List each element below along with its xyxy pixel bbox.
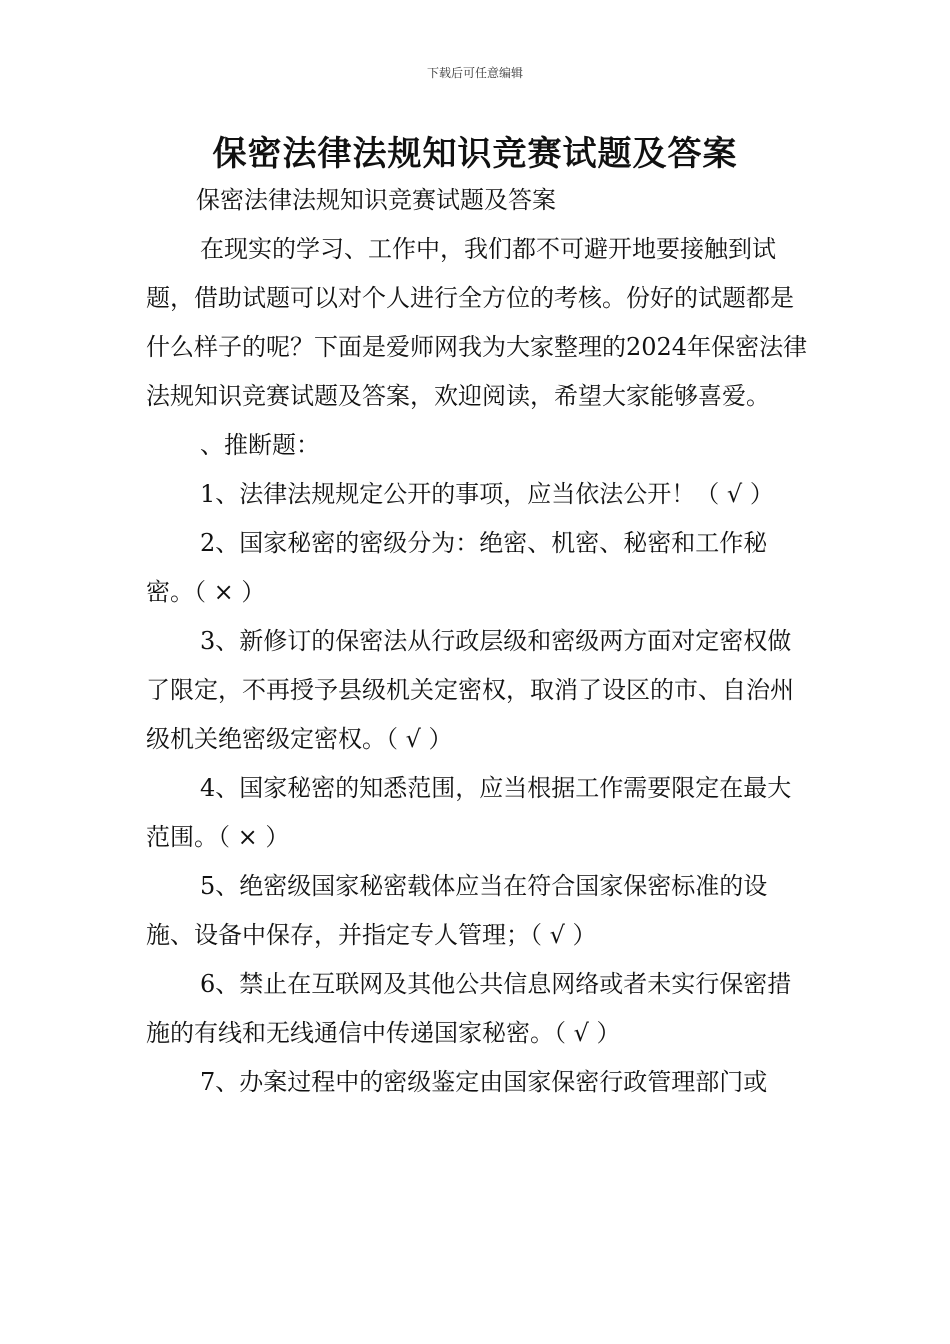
question-item: 1、法律法规规定公开的事项，应当依法公开！（ √ ） [200,480,774,508]
document-title: 保密法律法规知识竞赛试题及答案 [212,134,738,174]
intro-paragraph: 在现实的学习、工作中，我们都不可避开地要接触到试题，借助试题可以对个人进行全方位的考核。份好的试题都是什么样子的呢？下面是爱师网我为大家整理的2024年保密法律法规知识竞赛试题及答案，欢迎阅读，希望大家能够喜爱。 [146,235,808,410]
question-item: 3、新修订的保密法从行政层级和密级两方面对定密权做了限定，不再授予县级机关定密权，取消了设区的市、自治州级机关绝密级定密权。（ √ ） [146,627,794,753]
question-item: 4、国家秘密的知悉范围，应当根据工作需要限定在最大范围。（ × ） [146,774,792,851]
question-item: 2、国家秘密的密级分为：绝密、机密、秘密和工作秘密。（ × ） [146,529,768,606]
document-subtitle: 保密法律法规知识竞赛试题及答案 [196,186,556,214]
document-body [146,176,810,1107]
header-note: 下载后可任意编辑 [426,66,523,80]
section-heading: 、推断题： [200,431,320,459]
question-item: 6、禁止在互联网及其他公共信息网络或者未实行保密措施的有线和无线通信中传递国家秘密。（ √ ） [146,970,792,1047]
question-item: 7、办案过程中的密级鉴定由国家保密行政管理部门或 [200,1068,768,1096]
question-item: 5、绝密级国家秘密载体应当在符合国家保密标准的设施、设备中保存，并指定专人管理；（ √ ） [146,872,768,949]
